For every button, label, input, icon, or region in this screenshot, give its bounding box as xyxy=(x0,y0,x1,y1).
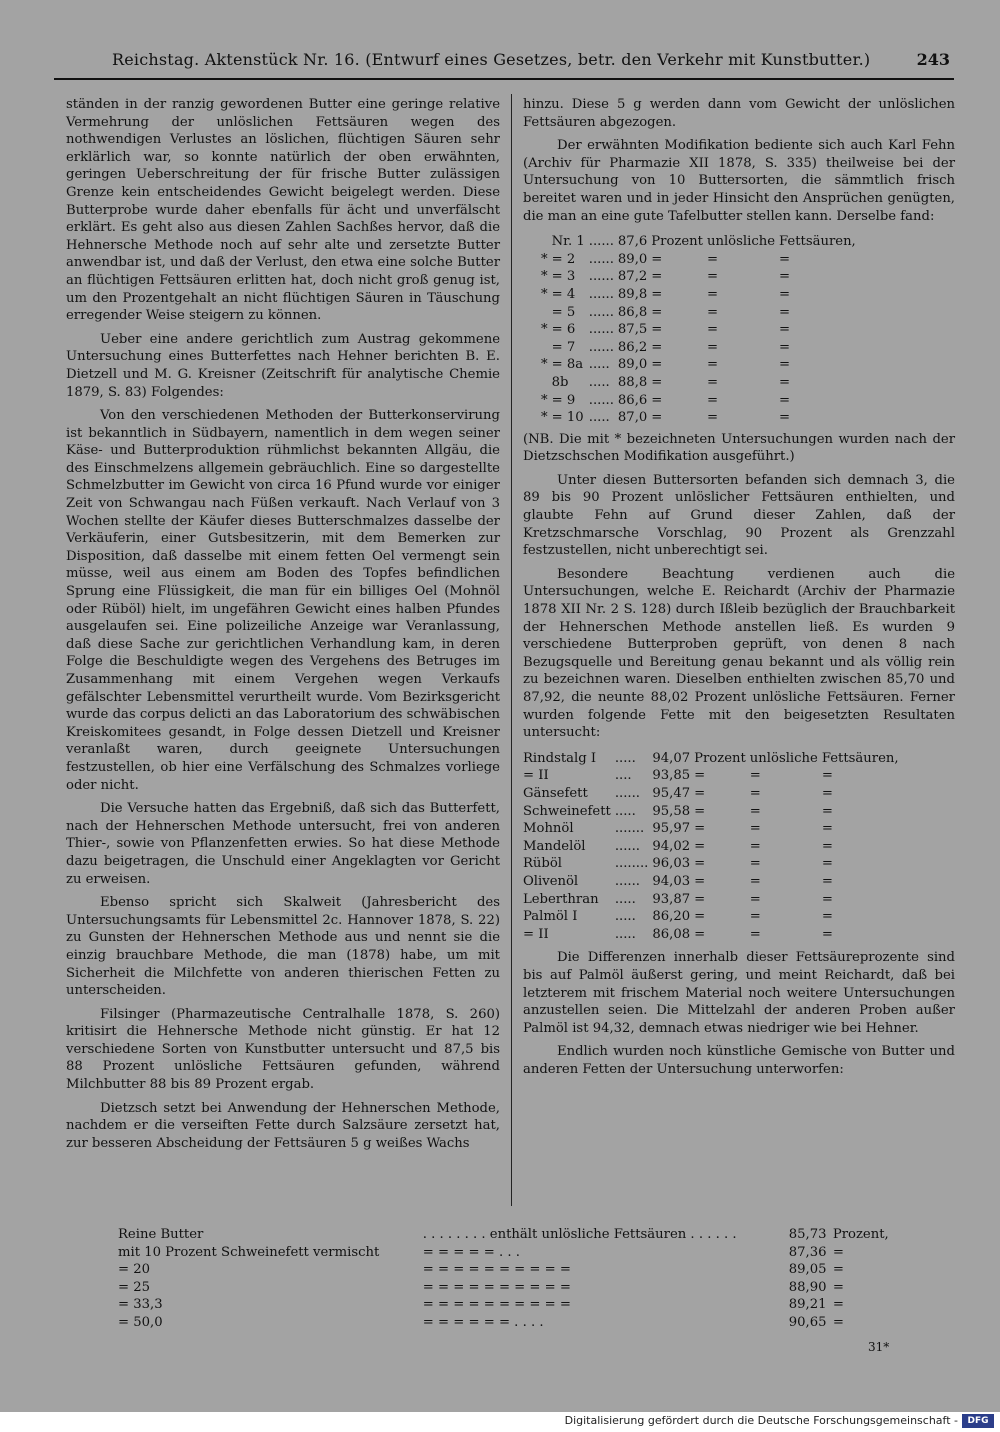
desc-cell: = xyxy=(749,856,761,872)
running-head: Reichstag. Aktenstück Nr. 16. (Entwurf eines Gesetzes, betr. den Verkehr mit Kunstbutter.) xyxy=(112,50,871,69)
fattyacid-cell: Fettsäuren, xyxy=(779,234,856,250)
leader-dots: ...... xyxy=(614,838,640,854)
left-column xyxy=(66,96,500,1158)
leader-dots: ....... xyxy=(614,821,645,837)
desc-cell: = xyxy=(706,322,719,338)
percentage-value: 86,6 xyxy=(617,392,648,408)
sample-label: = 7 xyxy=(551,339,576,355)
table-row xyxy=(523,873,903,891)
table-row xyxy=(541,286,860,304)
unit-cell: = xyxy=(651,304,663,320)
leader-dots: ..... xyxy=(588,410,610,426)
percentage-value: 94,02 xyxy=(652,838,691,854)
asterisk-mark: * xyxy=(541,410,548,426)
unit-cell: = xyxy=(651,392,663,408)
fattyacid-cell: = xyxy=(821,909,833,925)
fattyacid-cell: = xyxy=(779,269,791,285)
unit-cell: = xyxy=(694,926,706,942)
fattyacid-cell: = xyxy=(779,410,791,426)
dfg-logo: DFG xyxy=(962,1414,994,1428)
unit-cell: = xyxy=(832,1279,844,1295)
desc-cell: = xyxy=(749,803,761,819)
percentage-value: 96,03 xyxy=(652,856,691,872)
unit-cell: = xyxy=(651,322,663,338)
fat-label: Schweinefett xyxy=(523,803,611,819)
fat-label: Rüböl xyxy=(523,856,563,872)
fattyacid-cell: = xyxy=(779,374,791,390)
sample-label: = 9 xyxy=(551,392,576,408)
paragraph: Ueber eine andere gerichtlich zum Austrag gekommene Untersuchung eines Butterfettes nach Hehner berichten B. E. Dietzell und M. G. Kreisner (Zeitschrift für analytische Chemie 1879, S. 83) Folgendes: xyxy=(66,331,500,400)
asterisk-mark xyxy=(541,374,552,392)
desc-cell: = xyxy=(749,873,761,889)
percentage-value: 88,8 xyxy=(617,374,648,390)
fattyacid-cell: = xyxy=(821,768,833,784)
page-number: 243 xyxy=(916,50,950,69)
percentage-value: 89,21 xyxy=(788,1297,827,1313)
fat-label: Mohnöl xyxy=(523,821,574,837)
sample-label: = 2 xyxy=(551,251,576,267)
table-row xyxy=(541,304,860,322)
leader-dots: ..... xyxy=(614,750,636,766)
fat-label: = II xyxy=(523,768,549,784)
desc-cell: = xyxy=(749,768,761,784)
percentage-value: 93,85 xyxy=(652,768,691,784)
fattyacid-cell: = xyxy=(779,251,791,267)
leader-dots: ..... xyxy=(588,374,610,390)
unit-cell: Prozent xyxy=(651,234,703,250)
butter-results-table xyxy=(541,233,860,427)
running-header xyxy=(112,50,950,80)
percentage-value: 89,8 xyxy=(617,286,648,302)
percentage-value: 86,08 xyxy=(652,926,691,942)
table-row xyxy=(523,838,903,856)
table-row xyxy=(523,926,903,944)
paragraph: Dietzsch setzt bei Anwendung der Hehnerschen Methode, nachdem er die verseiften Fette durch Salzsäure zersetzt hat, zur besseren Abscheidung der Fettsäuren 5 g weißes Wachs xyxy=(66,1100,500,1151)
table-row xyxy=(541,321,860,339)
header-rule xyxy=(54,78,954,80)
leader-cell: = = = = = . . . xyxy=(422,1244,520,1260)
unit-cell: = xyxy=(832,1314,844,1330)
unit-cell: = xyxy=(694,803,706,819)
asterisk-mark: * xyxy=(541,392,548,408)
desc-cell: = xyxy=(749,909,761,925)
percentage-value: 94,07 xyxy=(652,750,691,766)
unit-cell: = xyxy=(694,785,706,801)
desc-cell: = xyxy=(749,838,761,854)
desc-cell: = xyxy=(749,891,761,907)
leader-cell: = = = = = = = = = = xyxy=(422,1279,571,1295)
fat-label: Leberthran xyxy=(523,891,599,907)
fattyacid-cell: = xyxy=(821,873,833,889)
sample-label: Nr. 1 xyxy=(551,234,585,250)
fat-label: Rindstalg I xyxy=(523,750,597,766)
mixture-label: = 25 xyxy=(118,1279,151,1295)
table-row xyxy=(118,1244,898,1262)
table-row xyxy=(541,374,860,392)
percentage-value: 86,20 xyxy=(652,909,691,925)
fats-results-table xyxy=(523,750,903,944)
leader-dots: ...... xyxy=(588,286,614,302)
leader-dots: ...... xyxy=(588,322,614,338)
desc-cell: = xyxy=(706,374,719,390)
unit-cell: = xyxy=(651,339,663,355)
table-row xyxy=(523,820,903,838)
leader-dots: ..... xyxy=(614,926,636,942)
table-row xyxy=(541,392,860,410)
table-row xyxy=(523,750,903,768)
percentage-value: 86,2 xyxy=(617,339,648,355)
asterisk-mark: * xyxy=(541,322,548,338)
fattyacid-cell: = xyxy=(779,304,791,320)
paragraph: ständen in der ranzig gewordenen Butter eine geringe relative Vermehrung der unlöslichen Fettsäuren wegen des nothwendigen Verlustes an löslichen, flüchtigen Säuren sehr erklärlich war, so konnte natürlich der oben erwähnten, geringen Ueberschreitung der für frische Butter zulässigen Grenze kein entscheidendes Gewicht beigelegt werden. Diese Butterprobe wurde daher ebenfalls für ächt und unverfälscht erklärt. Es geht also aus diesen Zahlen Sachßes hervor, daß die Hehnersche Methode noch auf sehr alte und zersetzte Butter anwendbar ist, und daß der Verlust, den etwa eine solche Butter an flüchtigen Fettsäuren erlitten hat, doch nicht groß genug ist, um den Prozentgehalt an nicht flüchtigen Säuren in Täuschung erregender Weise steigern zu können. xyxy=(66,97,500,324)
fattyacid-cell: = xyxy=(779,286,791,302)
unit-cell: = xyxy=(832,1297,844,1313)
percentage-value: 87,5 xyxy=(617,322,648,338)
leader-dots: ...... xyxy=(588,234,614,250)
desc-cell: = xyxy=(749,821,761,837)
fat-label: Palmöl I xyxy=(523,909,578,925)
percentage-value: 95,97 xyxy=(652,821,691,837)
paragraph: Unter diesen Buttersorten befanden sich demnach 3, die 89 bis 90 Prozent unlöslicher Fettsäuren enthielten, und glaubte Fehn auf Grund dieser Zahlen, daß der Kretzschmarsche Vorschlag, 90 Prozent als Grenzzahl festzustellen, nicht unberechtigt sei. xyxy=(523,472,955,559)
leader-dots: .... xyxy=(614,768,632,784)
sheet-signature: 31* xyxy=(868,1340,890,1354)
table-row xyxy=(118,1261,898,1279)
paragraph: hinzu. Diese 5 g werden dann vom Gewicht der unlöslichen Fettsäuren abgezogen. xyxy=(523,97,955,130)
sample-label: = 4 xyxy=(551,286,576,302)
sample-label: = 8a xyxy=(551,357,584,373)
table-row xyxy=(541,409,860,427)
footer-bar xyxy=(0,1412,1000,1432)
column-divider xyxy=(511,94,512,1206)
percentage-value: 87,36 xyxy=(788,1244,827,1260)
fattyacid-cell: = xyxy=(821,821,833,837)
fattyacid-cell: = xyxy=(821,891,833,907)
leader-dots: ...... xyxy=(614,873,640,889)
mixture-label: = 50,0 xyxy=(118,1314,163,1330)
percentage-value: 94,03 xyxy=(652,873,691,889)
unit-cell: = xyxy=(651,251,663,267)
leader-dots: ...... xyxy=(588,304,614,320)
leader-dots: ...... xyxy=(614,785,640,801)
unit-cell: Prozent xyxy=(694,750,746,766)
desc-cell: unlösliche xyxy=(749,750,818,766)
percentage-value: 89,0 xyxy=(617,251,648,267)
leader-dots: ...... xyxy=(588,339,614,355)
mixture-label: mit 10 Prozent Schweinefett vermischt xyxy=(118,1244,380,1260)
leader-dots: ..... xyxy=(614,909,636,925)
table-row xyxy=(118,1296,898,1314)
fattyacid-cell: = xyxy=(821,803,833,819)
asterisk-mark: * xyxy=(541,357,548,373)
percentage-value: 89,0 xyxy=(617,357,648,373)
paragraph: Filsinger (Pharmazeutische Centralhalle 1878, S. 260) kritisirt die Hehnersche Methode nicht günstig. Er hat 12 verschiedene Sorten von Kunstbutter untersucht und 87,5 bis 88 Prozent unlösliche Fettsäuren gefunden, während Milchbutter 88 bis 89 Prozent ergab. xyxy=(66,1006,500,1093)
unit-cell: = xyxy=(651,357,663,373)
fattyacid-cell: = xyxy=(779,339,791,355)
percentage-value: 93,87 xyxy=(652,891,691,907)
fat-label: Mandelöl xyxy=(523,838,586,854)
mixture-label: = 20 xyxy=(118,1262,151,1278)
table-row xyxy=(541,268,860,286)
sample-label: = 3 xyxy=(551,269,576,285)
unit-cell: = xyxy=(651,374,663,390)
paragraph: Die Versuche hatten das Ergebniß, daß sich das Butterfett, nach der Hehnerschen Methode untersucht, frei von anderen Thier-, sowie von Pflanzenfetten erwies. So hat diese Methode dazu beigetragen, die Unschuld einer Angeklagten vor Gericht zu erweisen. xyxy=(66,801,500,887)
percentage-value: 95,58 xyxy=(652,803,691,819)
unit-cell: Prozent, xyxy=(832,1227,889,1242)
percentage-value: 89,05 xyxy=(788,1262,827,1278)
percentage-value: 87,2 xyxy=(617,269,648,285)
footnote-nb: (NB. Die mit * bezeichneten Untersuchungen wurden nach der Dietzschschen Modifikation ausgeführt.) xyxy=(523,431,955,465)
table-row xyxy=(118,1279,898,1297)
leader-dots: ..... xyxy=(588,357,610,373)
unit-cell: = xyxy=(651,286,663,302)
desc-cell: = xyxy=(749,926,761,942)
desc-cell: = xyxy=(706,269,719,285)
leader-dots: ..... xyxy=(614,803,636,819)
sample-label: = 5 xyxy=(551,304,576,320)
asterisk-mark xyxy=(541,304,552,322)
paragraph: Besondere Beachtung verdienen auch die Untersuchungen, welche E. Reichardt (Archiv der Pharmazie 1878 XII Nr. 2 S. 128) durch Ißleib bezüglich der Brauchbarkeit der Hehnerschen Methode anstellen ließ. Es wurden 9 verschiedene Butterproben geprüft, von denen 8 nach Bezugsquelle und Bereitung genau bekannt und als völlig rein zu bezeichnen waren. Dieselben enthielten zwischen 85,70 und 87,92, die neunte 88,02 Prozent unlösliche Fettsäuren. Ferner wurden folgende Fette mit den beigesetzten Resultaten untersucht: xyxy=(523,566,955,741)
unit-cell: = xyxy=(694,891,706,907)
desc-cell: = xyxy=(706,251,719,267)
table-row xyxy=(523,767,903,785)
asterisk-mark: * xyxy=(541,269,548,285)
asterisk-mark xyxy=(541,339,552,357)
unit-cell: = xyxy=(694,821,706,837)
asterisk-mark: * xyxy=(541,251,548,267)
percentage-value: 88,90 xyxy=(788,1279,827,1295)
percentage-value: 86,8 xyxy=(617,304,648,320)
paragraph: Von den verschiedenen Methoden der Butterkonservirung ist bekanntlich in Südbayern, namentlich in dem wegen seiner Käse- und Butterproduktion rühmlichst bekannten Allgäu, die des Einschmelzens allgemein gebräuchlich. Eine so dargestellte Schmelzbutter im Gewicht von circa 16 Pfund wurde vor einiger Zeit von Schwangau nach Füßen verkauft. Nach Verlauf von 3 Wochen stellte der Käufer dieses Butterschmalzes dasselbe der Verkäuferin, einer Gutsbesitzerin, mit dem Bemerken zur Disposition, daß dasselbe mit einem fetten Oel vermengt sein müsse, weil aus einem am Boden des Topfes befindlichen Sprung eine Flüssigkeit, die man für ein billiges Oel (Mohnöl oder Rüböl) hielt, im ungefähren Gewicht eines halben Pfundes ausgelaufen sei. Eine polizeiliche Anzeige war Veranlassung, daß diese Sache zur gerichtlichen Verhandlung kam, in deren Folge die Beschuldigte wegen des Vergehens des Betruges im Zusammenhang mit einem Vergehen wegen Verkaufs gefälschter Lebensmittel verurtheilt wurde. Vom Bezirksgericht wurde das corpus delicti an das Laboratorium des schwäbischen Kreiskomitees gesandt, in Folge dessen Dietzell und Kreisner veranlaßt waren, durch geeignete Untersuchungen festzustellen, ob hier eine Verfälschung des Schmalzes vorliege oder nicht. xyxy=(66,408,500,793)
fattyacid-cell: = xyxy=(821,785,833,801)
desc-cell: = xyxy=(706,357,719,373)
leader-cell: = = = = = = . . . . xyxy=(422,1314,544,1330)
table-row xyxy=(541,339,860,357)
unit-cell: = xyxy=(694,856,706,872)
leader-dots: ...... xyxy=(588,269,614,285)
paragraph: Der erwähnten Modifikation bediente sich auch Karl Fehn (Archiv für Pharmazie XII 1878, S. 335) theilweise bei der Untersuchung von 10 Buttersorten, die sämmtlich frisch bereitet waren und in jeder Hinsicht den Ansprüchen genügten, die man an eine gute Tafelbutter stellen kann. Derselbe fand: xyxy=(523,138,955,224)
table-row xyxy=(523,855,903,873)
fat-label: = II xyxy=(523,926,549,942)
unit-cell: = xyxy=(832,1262,844,1278)
unit-cell: = xyxy=(832,1244,844,1260)
fattyacid-cell: = xyxy=(821,838,833,854)
leader-dots: ........ xyxy=(614,856,649,872)
percentage-value: 87,6 xyxy=(617,234,648,250)
paragraph: Die Differenzen innerhalb dieser Fettsäureprozente sind bis auf Palmöl äußerst gering, und meint Reichardt, daß bei letzterem mit frischem Material noch weitere Untersuchungen anzustellen seien. Die Mittelzahl der anderen Proben außer Palmöl ist 94,32, demnach etwas niedriger wie bei Hehner. xyxy=(523,950,955,1036)
desc-cell: = xyxy=(706,304,719,320)
fat-label: Olivenöl xyxy=(523,873,579,889)
desc-cell: = xyxy=(706,392,719,408)
sample-label: 8b xyxy=(551,374,569,390)
table-row xyxy=(523,803,903,821)
leader-dots: ...... xyxy=(588,251,614,267)
leader-dots: ..... xyxy=(614,891,636,907)
desc-cell: = xyxy=(749,785,761,801)
leader-cell: = = = = = = = = = = xyxy=(422,1262,571,1278)
unit-cell: = xyxy=(694,909,706,925)
table-row xyxy=(541,356,860,374)
sample-label: = 10 xyxy=(551,410,584,426)
mixtures-table-block xyxy=(118,1226,898,1332)
paragraph: Ebenso spricht sich Skalweit (Jahresbericht des Untersuchungsamts für Lebensmittel 2c. Hannover 1878, S. 22) zu Gunsten der Hehnerschen Methode aus und nennt sie die einzig brauchbare Methode, die man (1878) habe, um mit Sicherheit die Milchfette von anderen thierischen Fetten zu unterscheiden. xyxy=(66,895,500,999)
fattyacid-cell: = xyxy=(779,322,791,338)
leader-dots: ...... xyxy=(588,392,614,408)
mixture-label: Reine Butter xyxy=(118,1227,204,1242)
asterisk-mark: * xyxy=(541,286,548,302)
desc-cell: = xyxy=(706,339,719,355)
leader-cell: = = = = = = = = = = xyxy=(422,1297,571,1313)
fattyacid-cell: = xyxy=(779,392,791,408)
table-row xyxy=(118,1314,898,1332)
sample-label: = 6 xyxy=(551,322,576,338)
unit-cell: = xyxy=(694,838,706,854)
desc-cell: = xyxy=(706,410,719,426)
desc-cell: unlösliche xyxy=(706,234,775,250)
mixtures-table xyxy=(118,1226,898,1332)
fattyacid-cell: = xyxy=(779,357,791,373)
table-row xyxy=(541,251,860,269)
percentage-value: 95,47 xyxy=(652,785,691,801)
right-column xyxy=(523,96,955,1084)
table-row xyxy=(118,1226,898,1244)
percentage-value: 90,65 xyxy=(788,1314,827,1330)
leader-cell: . . . . . . . . enthält unlösliche Fettsäuren . . . . . . xyxy=(422,1227,737,1242)
mixture-label: = 33,3 xyxy=(118,1297,163,1313)
unit-cell: = xyxy=(651,269,663,285)
fattyacid-cell: = xyxy=(821,926,833,942)
funding-credit: Digitalisierung gefördert durch die Deutsche Forschungsgemeinschaft - xyxy=(564,1414,958,1427)
table-row xyxy=(541,233,860,251)
unit-cell: = xyxy=(694,873,706,889)
table-row xyxy=(523,908,903,926)
percentage-value: 85,73 xyxy=(788,1227,827,1242)
fat-label: Gänsefett xyxy=(523,785,588,801)
table-row xyxy=(523,891,903,909)
paragraph: Endlich wurden noch künstliche Gemische von Butter und anderen Fetten der Untersuchung unterworfen: xyxy=(523,1044,955,1077)
fattyacid-cell: Fettsäuren, xyxy=(821,750,899,766)
fattyacid-cell: = xyxy=(821,856,833,872)
desc-cell: = xyxy=(706,286,719,302)
percentage-value: 87,0 xyxy=(617,410,648,426)
unit-cell: = xyxy=(651,410,663,426)
unit-cell: = xyxy=(694,768,706,784)
table-row xyxy=(523,785,903,803)
asterisk-mark xyxy=(541,233,552,251)
